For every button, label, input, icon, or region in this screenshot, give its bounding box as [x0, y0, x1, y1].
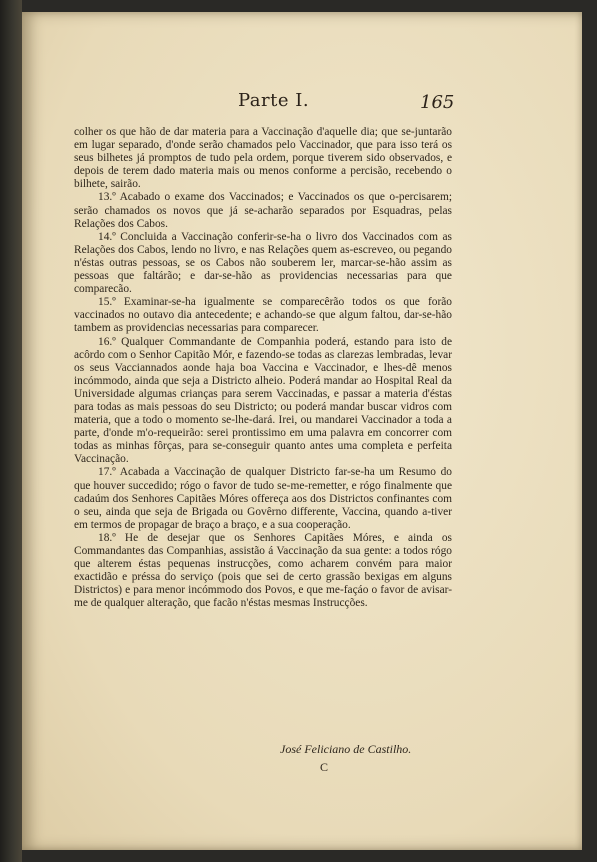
- paragraph-16: 16.º Qualquer Commandante de Companhia poderá, estando para isto de acôrdo com o Senhor Capitão Mór, e fazendo-se todas as clarezas lembradas, levar os seus Vacciannados aonde haja boa Vaccina e Vaccinador, e lhes-dê menos incómmodo, ainda que seja a Districto alheio. Poderá mandar ao Hospital Real da Universidade algumas crianças para serem Vaccinadas, e passar a materia d'éstas para todas as mais pessoas do seu Districto; ou poderá mandar buscar vidros com materia, que a todo o momento se-lhe-dará. Irei, ou mandarei Vaccinador a toda a parte, d'onde m'o-requeirão: serei prontissimo em uma palavra em concorrer com todas as minhas fôrças, para se-conseguir quanto antes uma completa e perfeita Vaccinação.: [74, 335, 452, 466]
- book-spine: [0, 0, 22, 862]
- paragraph-15: 15.º Examinar-se-ha igualmente se comparecêrão todos os que forão vaccinados no outavo dia antecedente; e achando-se que algum faltou, dar-se-hão tambem as providencias necessarias para comparecer.: [74, 296, 452, 335]
- book-page: [22, 12, 582, 850]
- catchword: C: [320, 760, 329, 774]
- paragraph-18: 18.º He de desejar que os Senhores Capitães Móres, e ainda os Commandantes das Companhias, assistão á Vaccinação da sua gente: a todos rógo que alterem éstas pequenas instrucções, como acharem convém para maior exactidão e préssa do serviço (pois que sei de certo grassão bexigas em alguns Districtos) e para menor incómmodo dos Povos, e que me-façáo o favor de avisar-me de qualquer alteração, que facão n'éstas mesmas Instrucções.: [74, 531, 452, 610]
- running-title: Parte I.: [238, 90, 310, 111]
- page-number: 165: [420, 92, 455, 113]
- paragraph-13: 13.º Acabado o exame dos Vaccinados; e Vaccinados os que o-percisarem; serão chamados os novos que já se-acharão separados por Esquadras, pelas Relações dos Cabos.: [74, 191, 452, 230]
- paragraph-17: 17.º Acabada a Vaccinação de qualquer Districto far-se-ha um Resumo do que houver succedido; rógo o favor de tudo se-me-remetter, e rógo finalmente que cadaúm dos Senhores Capitães Móres offereça aos dos Districtos confinantes com o seu, ainda que seja de Brigada ou Govêrno differente, Vaccina, quando a-tiver em termos de propagar de braço a braço, e a sua cooperação.: [74, 466, 452, 531]
- body-text: [74, 126, 452, 610]
- signature: José Feliciano de Castilho.: [280, 742, 412, 756]
- page-header: [22, 90, 582, 118]
- paragraph-14: 14.º Concluida a Vaccinação conferir-se-ha o livro dos Vaccinados com as Relações dos Cabos, lendo no livro, e nas Relações quem as-escreveo, ou pegando n'éstas outras pessoas, se os Cabos não souberem ler, marcar-se-hão assim as pessoas que faltárão; e dar-se-hão as providencias necessarias para que comparecão.: [74, 230, 452, 296]
- paragraph-continuation: colher os que hão de dar materia para a Vaccinação d'aquelle dia; que se-juntarão em lugar separado, d'onde serão chamados pelo Vaccinador, que para isso terá os seus bilhetes já promptos de tudo pela ordem, porque tiverem sido observados, e depois de terem dado materia mais ou menos conforme a percisão, recebendo o bilhete, sairão.: [74, 126, 452, 191]
